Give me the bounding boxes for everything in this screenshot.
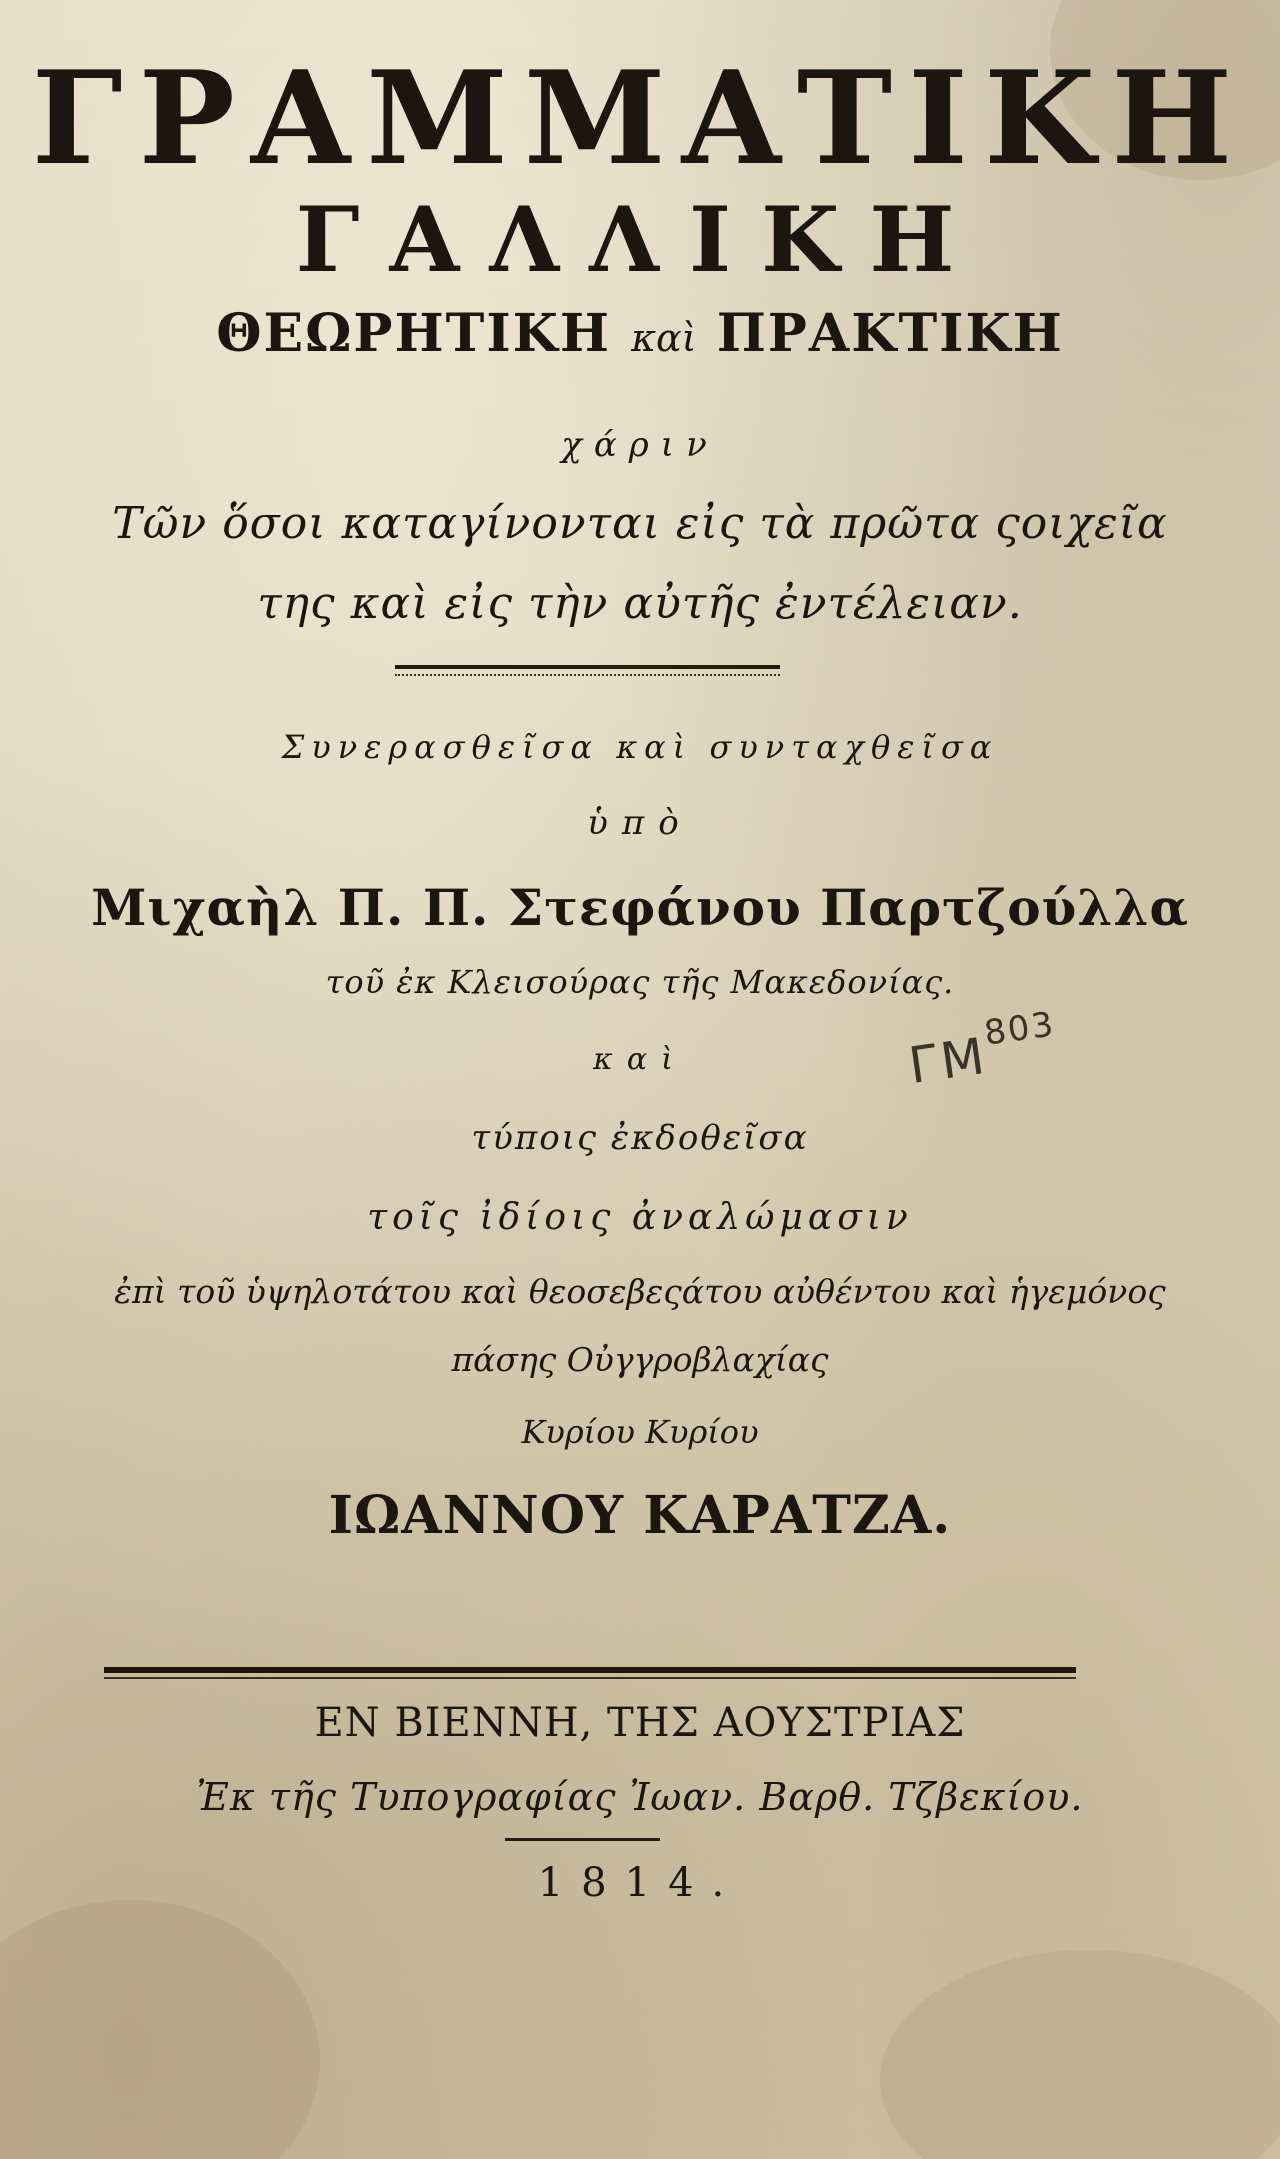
divider-small [505,1838,660,1841]
shelfmark-number: 803 [981,1004,1058,1054]
prince-name: ΙΩΑΝΝΟΥ ΚΑΡΑΤΖΑ. [328,1485,952,1546]
title-practical: ΠΡΑΚΤΙΚΗ [716,303,1064,364]
author-origin: τοῦ ἐκ Κλεισούρας τῆς Μακεδονίας. [325,963,955,1001]
divider-long [104,1667,1076,1673]
imprint-place: ΕΝ ΒΙΕΝΝΗ, ΤΗΣ ΑΟΥΣΤΡΙΑΣ [314,1700,966,1746]
title-theoretical: ΘΕΩΡΗΤΙΚΗ [216,303,611,364]
kai-text: καὶ [593,1042,687,1077]
divider-short-ornament [395,674,780,676]
paper-stain [880,1950,1280,2159]
charin-text: χάριν [561,425,719,465]
purpose-line-2: της καὶ εἰς τὴν αὐτῆς ἐντέλειαν. [257,578,1023,629]
imprint-press: Ἐκ τῆς Τυπογραφίας Ἰωαν. Βαρθ. Τζβεκίου. [196,1775,1084,1819]
handwritten-shelfmark [905,1004,1062,1096]
imprint-year: 1814. [537,1860,743,1906]
title-line-2: ΓΑΛΛΙΚΗ [295,187,985,293]
purpose-line-1: Τῶν ὅσοι καταγίνονται εἰς τὰ πρῶτα ςοιχεῖα [112,498,1168,549]
lord-text: Κυρίου Κυρίου [521,1413,759,1451]
compiled-text: Συνερασθεῖσα καὶ συνταχθεῖσα [281,728,999,766]
shelfmark-letters: ΓΜ [905,1026,992,1096]
printed-text: τύποις ἐκδοθεῖσα [471,1118,809,1158]
divider-short [395,665,780,669]
paper-stain [0,1900,320,2159]
title-line-1: ΓΡΑΜΜΑΤΙΚΗ [31,44,1249,194]
patron-line-1: ἐπὶ τοῦ ὑψηλοτάτου καὶ θεοσεβεςάτου αὐθέντου καὶ ἡγεμόνος [114,1272,1166,1311]
title-kai: καὶ [631,316,697,360]
divider-long-thin [104,1677,1076,1679]
expense-text: τοῖς ἰδίοις ἀναλώμασιν [367,1197,913,1238]
by-text: ὑπὸ [587,803,693,843]
patron-line-2: πάσης Οὐγγροβλαχίας [451,1340,829,1379]
author-name: Μιχαὴλ Π. Π. Στεφάνου Παρτζούλλα [91,878,1189,937]
title-line-3 [0,303,1280,364]
